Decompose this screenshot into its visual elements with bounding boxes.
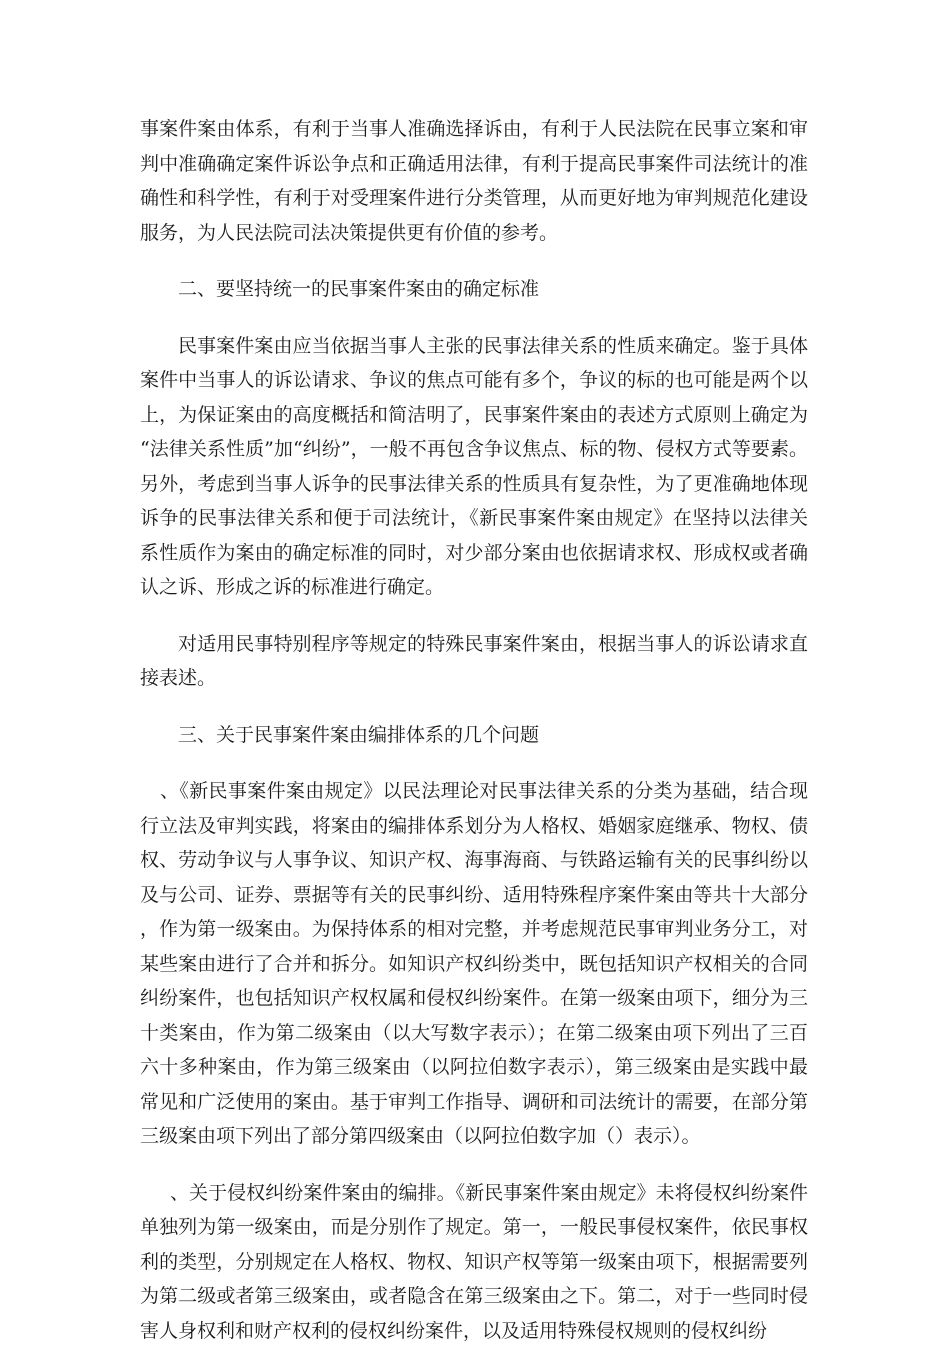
paragraph-case-structure: 、《新民事案件案由规定》以民法理论对民事法律关系的分类为基础，结合现行立法及审判实践，将案由的编排体系划分为人格权、婚姻家庭继承、物权、债权、劳动争议与人事争议、知识产权、海事海商、与铁路运输有关的民事纠纷以及与公司、证券、票据等有关的民事纠纷、适用特殊程序案件案由等共十大部分，作为第一级案由。为保持体系的相对完整，并考虑规范民事审判业务分工，对某些案由进行了合并和拆分。如知识产权纠纷类中，既包括知识产权相关的合同纠纷案件，也包括知识产权权属和侵权纠纷案件。在第一级案由项下，细分为三十类案由，作为第二级案由（以大写数字表示）；在第二级案由项下列出了三百六十多种案由，作为第三级案由（以阿拉伯数字表示），第三级案由是实践中最常见和广泛使用的案由。基于审判工作指导、调研和司法统计的需要，在部分第三级案由项下列出了部分第四级案由（以阿拉伯数字加（）表示）。 (140, 774, 808, 1154)
paragraph-case-standard: 民事案件案由应当依据当事人主张的民事法律关系的性质来确定。鉴于具体案件中当事人的诉讼请求、争议的焦点可能有多个，争议的标的也可能是两个以上，为保证案由的高度概括和简洁明了，民事案件案由的表述方式原则上确定为“法律关系性质”加“纠纷”，一般不再包含争议焦点、标的物、侵权方式等要素。另外，考虑到当事人诉争的民事法律关系的性质具有复杂性，为了更准确地体现诉争的民事法律关系和便于司法统计，《新民事案件案由规定》在坚持以法律关系性质作为案由的确定标准的同时，对少部分案由也依据请求权、形成权或者确认之诉、形成之诉的标准进行确定。 (140, 329, 808, 605)
section-heading-three: 三、关于民事案件案由编排体系的几个问题 (140, 718, 808, 753)
paragraph-special-procedure: 对适用民事特别程序等规定的特殊民事案件案由，根据当事人的诉讼请求直接表述。 (140, 627, 808, 696)
paragraph-tort-cases: 、关于侵权纠纷案件案由的编排。《新民事案件案由规定》未将侵权纠纷案件单独列为第一级案由，而是分别作了规定。第一，一般民事侵权案件，依民事权利的类型，分别规定在人格权、物权、知识产权等第一级案由项下，根据需要列为第二级或者第三级案由，或者隐含在第三级案由之下。第二，对于一些同时侵害人身权利和财产权利的侵权纠纷案件，以及适用特殊侵权规则的侵权纠纷 (140, 1176, 808, 1348)
paragraph-intro-continuation: 事案件案由体系，有利于当事人准确选择诉由，有利于人民法院在民事立案和审判中准确确定案件诉讼争点和正确适用法律，有利于提高民事案件司法统计的准确性和科学性，有利于对受理案件进行分类管理，从而更好地为审判规范化建设服务，为人民法院司法决策提供更有价值的参考。 (140, 112, 808, 250)
section-heading-two: 二、要坚持统一的民事案件案由的确定标准 (140, 272, 808, 307)
document-page (140, 112, 808, 1348)
